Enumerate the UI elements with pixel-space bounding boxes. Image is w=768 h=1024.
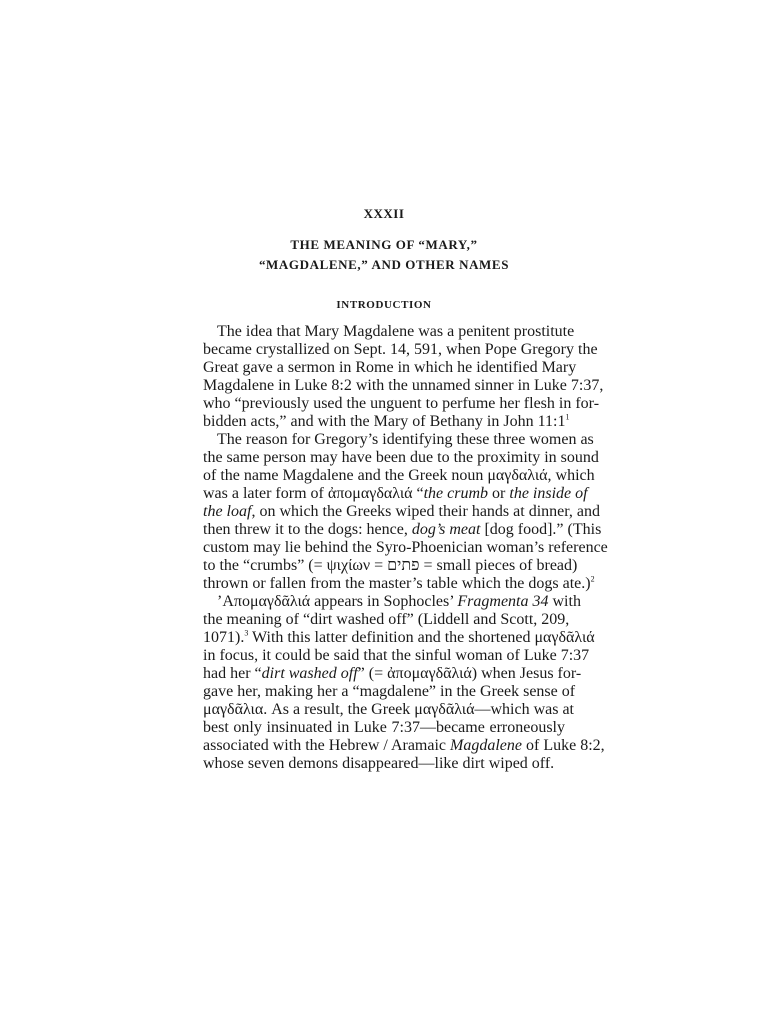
body-text [203, 323, 608, 773]
text-line: thrown or fallen from the master’s table which the dogs ate.)$^2$ [203, 574, 595, 592]
text-line: whose seven demons disappeared—like dirt wiped off. [203, 755, 555, 772]
footnote-ref-2[interactable]: 2 [590, 574, 595, 584]
text-line: had her “dirt washed off” (= ἀπομαγδᾶλιά) when Jesus for- [203, 665, 582, 682]
text-line: Great gave a sermon in Rome in which he identified Mary [203, 359, 577, 376]
text-line: the same person may have been due to the proximity in sound [203, 449, 599, 466]
section-heading: INTRODUCTION [336, 299, 432, 311]
paragraph-2 [203, 431, 608, 593]
book-page [203, 205, 608, 773]
text-line: bidden acts,” and with the Mary of Bethany in John $11:1^1$ [203, 412, 570, 430]
text-line: then threw it to the dogs: hence, dog’s meat [dog food].” (This [203, 521, 602, 538]
text-line: the loaf, on which the Greeks wiped their hands at dinner, and [203, 503, 601, 520]
paragraph-3 [203, 593, 605, 773]
text-line: 1071).$^3$ With this latter definition and the shortened μαγδᾶλιά [203, 628, 595, 646]
text-line: The idea that Mary Magdalene was a penitent prostitute [217, 323, 575, 340]
text-line: associated with the Hebrew / Aramaic Magdalene of Luke 8:2, [203, 737, 605, 754]
chapter-title [203, 235, 565, 275]
text-line: Magdalene in Luke 8:2 with the unnamed sinner in Luke 7:37, [203, 377, 604, 394]
text-line: who “previously used the unguent to perfume her flesh in for- [203, 395, 600, 412]
text-line: μαγδᾶλια. As a result, the Greek μαγδᾶλιά—which was at [203, 701, 574, 718]
text-line: to the “crumbs” (= ψιχίων = פתים = small pieces of bread) [203, 557, 578, 574]
text-line: was a later form of ἀπομαγδαλιά “the crumb or the inside of [203, 485, 588, 502]
chapter-number: XXXII [363, 206, 405, 221]
text-line: became crystallized on Sept. 14, 591, when Pope Gregory the [203, 341, 598, 358]
text-line: the meaning of “dirt washed off” (Liddell and Scott, 209, [203, 611, 570, 628]
text-line: in focus, it could be said that the sinful woman of Luke 7:37 [203, 647, 590, 664]
text-line: of the name Magdalene and the Greek noun μαγδαλιά, which [203, 467, 595, 484]
footnote-ref-3[interactable]: 3 [244, 628, 249, 638]
text-line: The reason for Gregory’s identifying these three women as [217, 431, 594, 448]
text-line: custom may lie behind the Syro-Phoenician woman’s reference [203, 539, 608, 556]
paragraph-1 [203, 323, 604, 431]
text-line: best only insinuated in Luke 7:37—became erroneously [203, 719, 565, 736]
chapter-title-line-2: “MAGDALENE,” AND OTHER NAMES [258, 257, 510, 272]
footnote-ref-1[interactable]: 1 [565, 412, 570, 422]
chapter-title-line-1: THE MEANING OF “MARY,” [290, 237, 478, 252]
text-line: gave her, making her a “magdalene” in the Greek sense of [203, 683, 576, 700]
text-line: ’Απομαγδᾶλιά appears in Sophocles’ Fragmenta 34 with [217, 593, 581, 610]
